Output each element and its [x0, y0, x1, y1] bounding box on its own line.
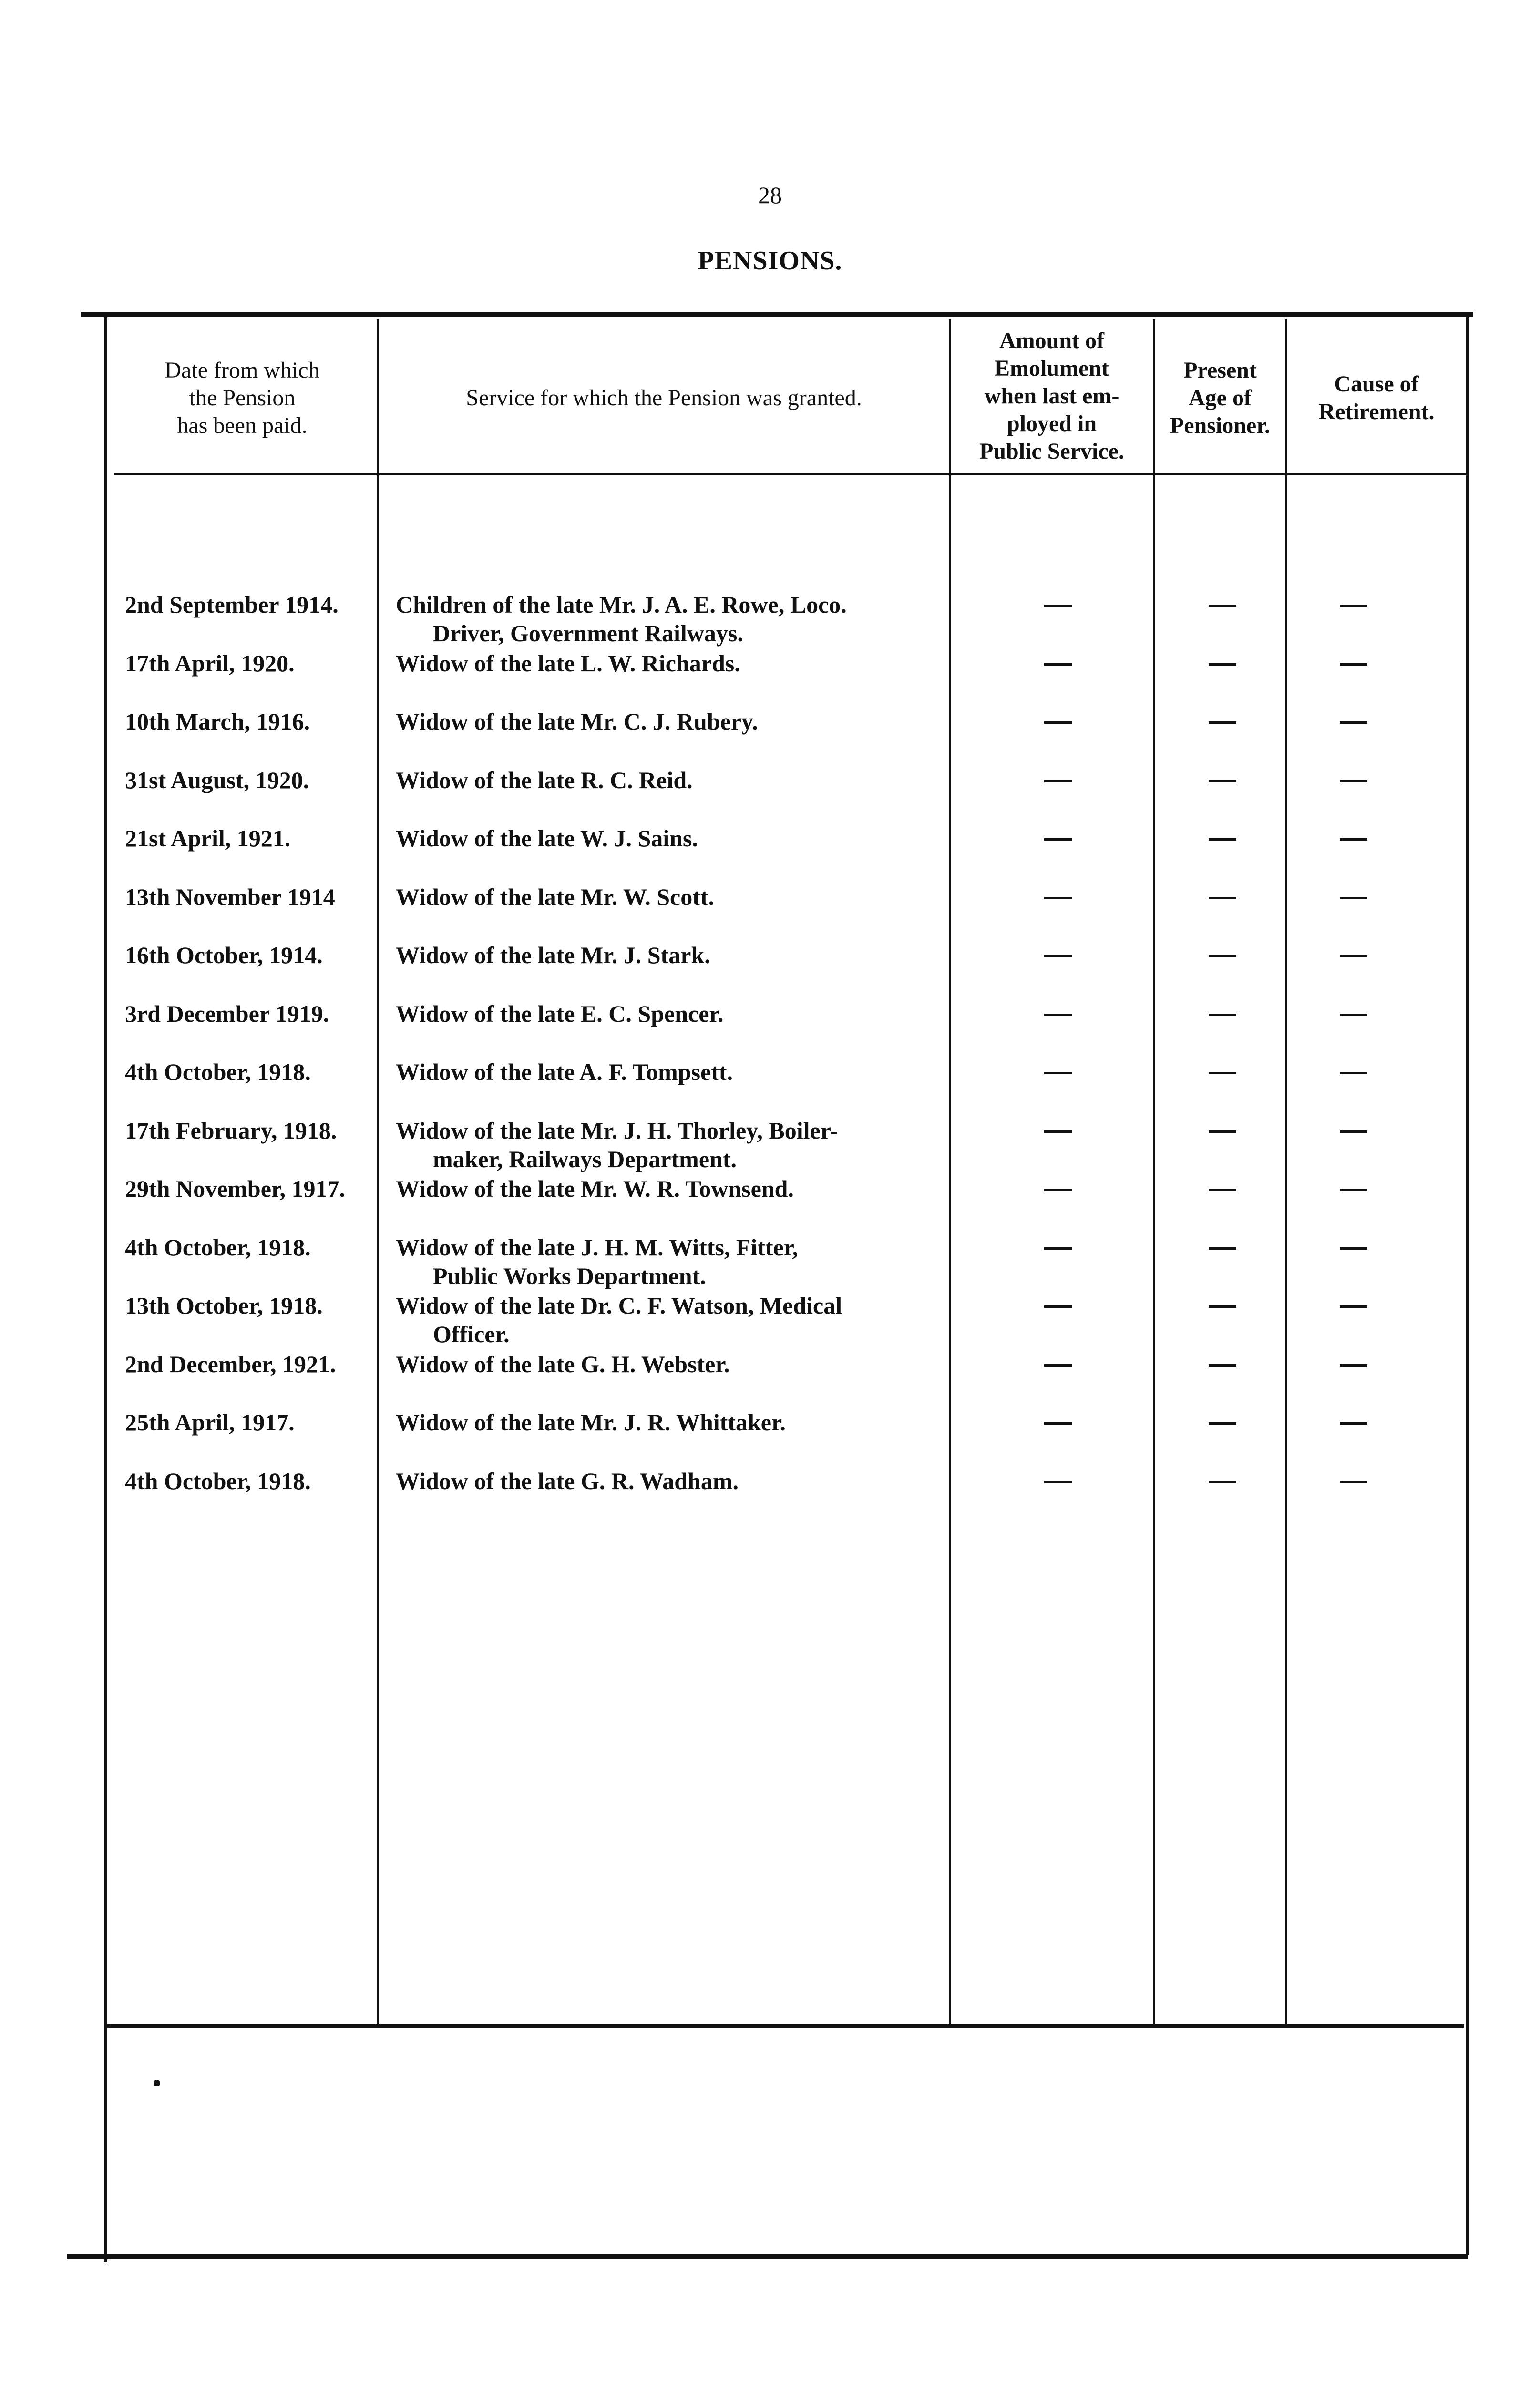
pension-date: 17th April, 1920. [125, 650, 295, 677]
age-dash [1209, 897, 1236, 899]
cause-dash [1340, 1305, 1367, 1308]
pension-service [396, 1116, 954, 1173]
pension-date: 13th November 1914 [125, 884, 335, 910]
cause-dash [1340, 663, 1367, 666]
age-dash [1209, 605, 1236, 607]
service-continuation: Officer. [433, 1321, 510, 1347]
service-line: Widow of the late Mr. J. H. Thorley, Boiler- [396, 1117, 838, 1144]
pension-service [396, 1350, 954, 1378]
age-dash [1209, 1364, 1236, 1367]
emolument-dash [1044, 1072, 1072, 1074]
page-number: 28 [758, 182, 782, 208]
service-line: Widow of the late A. F. Tompsett. [396, 1058, 733, 1085]
service-line: Widow of the late Mr. C. J. Rubery. [396, 708, 758, 735]
service-line: Widow of the late E. C. Spencer. [396, 1000, 724, 1027]
column-rule-4 [1285, 319, 1287, 2025]
cause-dash [1340, 721, 1367, 724]
age-dash [1209, 838, 1236, 841]
pension-date: 3rd December 1919. [125, 1000, 329, 1027]
pension-service [396, 707, 954, 736]
header-cause: Cause of Retirement. [1318, 371, 1435, 424]
emolument-dash [1044, 721, 1072, 724]
cause-dash [1340, 605, 1367, 607]
header-emolument: Amount of Emolument when last em- ployed in Public Service. [979, 328, 1124, 464]
age-dash [1209, 1247, 1236, 1250]
pension-service [396, 766, 954, 794]
cause-dash [1340, 780, 1367, 782]
page-title: PENSIONS. [698, 246, 842, 276]
outer-left-rule [104, 317, 107, 2262]
service-line: Widow of the late R. C. Reid. [396, 767, 693, 793]
bottom-rule [67, 2254, 1468, 2259]
pension-service [396, 999, 954, 1028]
top-rule [81, 312, 1473, 317]
cause-dash [1340, 1422, 1367, 1425]
emolument-dash [1044, 838, 1072, 841]
cause-dash [1340, 897, 1367, 899]
cause-dash [1340, 1072, 1367, 1074]
footer-rule [107, 2024, 1464, 2028]
service-line: Children of the late Mr. J. A. E. Rowe, Loco. [396, 591, 847, 618]
emolument-dash [1044, 1481, 1072, 1483]
pension-service [396, 824, 954, 853]
service-line: Widow of the late G. H. Webster. [396, 1351, 730, 1377]
emolument-dash [1044, 955, 1072, 957]
pension-date: 21st April, 1921. [125, 825, 291, 852]
pension-date: 31st August, 1920. [125, 767, 309, 793]
cause-dash [1340, 1014, 1367, 1016]
cause-dash [1340, 955, 1367, 957]
pension-service [396, 1467, 954, 1495]
emolument-dash [1044, 1014, 1072, 1016]
pension-service [396, 1058, 954, 1086]
service-line: Widow of the late G. R. Wadham. [396, 1468, 739, 1494]
cause-dash [1340, 1247, 1367, 1250]
pension-date: 4th October, 1918. [125, 1468, 311, 1494]
pension-date: 17th February, 1918. [125, 1117, 337, 1144]
emolument-dash [1044, 780, 1072, 782]
service-line: Widow of the late Mr. W. Scott. [396, 884, 715, 910]
age-dash [1209, 1305, 1236, 1308]
header-date: Date from which the Pension has been paid. [164, 358, 320, 438]
pension-date: 4th October, 1918. [125, 1234, 311, 1261]
emolument-dash [1044, 1247, 1072, 1250]
cause-dash [1340, 838, 1367, 841]
emolument-dash [1044, 897, 1072, 899]
emolument-dash [1044, 1422, 1072, 1425]
age-dash [1209, 1072, 1236, 1074]
pension-service [396, 941, 954, 969]
service-line: Widow of the late W. J. Sains. [396, 825, 698, 852]
pension-date: 25th April, 1917. [125, 1409, 295, 1436]
pension-date: 10th March, 1916. [125, 708, 310, 735]
pension-service [396, 1291, 954, 1348]
column-rule-1 [377, 319, 379, 2025]
pension-service [396, 883, 954, 911]
pension-service [396, 1408, 954, 1437]
pension-service [396, 649, 954, 678]
emolument-dash [1044, 605, 1072, 607]
age-dash [1209, 1189, 1236, 1191]
outer-right-rule [1466, 317, 1469, 2255]
age-dash [1209, 1014, 1236, 1016]
service-continuation: maker, Railways Department. [433, 1146, 737, 1172]
age-dash [1209, 1481, 1236, 1483]
stray-mark [154, 2080, 160, 2086]
pension-date: 29th November, 1917. [125, 1175, 346, 1202]
pension-date: 4th October, 1918. [125, 1058, 311, 1085]
cause-dash [1340, 1481, 1367, 1483]
emolument-dash [1044, 1305, 1072, 1308]
pension-service [396, 1233, 954, 1290]
pension-service [396, 1174, 954, 1203]
age-dash [1209, 780, 1236, 782]
age-dash [1209, 1422, 1236, 1425]
service-line: Widow of the late Mr. J. Stark. [396, 942, 710, 968]
column-rule-3 [1153, 319, 1155, 2025]
emolument-dash [1044, 663, 1072, 666]
service-line: Widow of the late Mr. J. R. Whittaker. [396, 1409, 786, 1436]
age-dash [1209, 721, 1236, 724]
age-dash [1209, 663, 1236, 666]
age-dash [1209, 955, 1236, 957]
header-service: Service for which the Pension was granted. [466, 385, 862, 411]
pension-date: 16th October, 1914. [125, 942, 323, 968]
cause-dash [1340, 1130, 1367, 1133]
header-divider-rule [114, 473, 1468, 475]
service-continuation: Driver, Government Railways. [433, 620, 743, 647]
emolument-dash [1044, 1130, 1072, 1133]
emolument-dash [1044, 1189, 1072, 1191]
pension-date: 13th October, 1918. [125, 1292, 323, 1319]
service-line: Widow of the late J. H. M. Witts, Fitter, [396, 1234, 798, 1261]
header-age: Present Age of Pensioner. [1170, 358, 1271, 438]
cause-dash [1340, 1189, 1367, 1191]
pension-date: 2nd December, 1921. [125, 1351, 336, 1377]
emolument-dash [1044, 1364, 1072, 1367]
service-line: Widow of the late L. W. Richards. [396, 650, 740, 677]
service-line: Widow of the late Dr. C. F. Watson, Medical [396, 1292, 842, 1319]
service-continuation: Public Works Department. [433, 1263, 706, 1289]
service-line: Widow of the late Mr. W. R. Townsend. [396, 1175, 794, 1202]
age-dash [1209, 1130, 1236, 1133]
pension-service [396, 590, 954, 647]
cause-dash [1340, 1364, 1367, 1367]
pension-date: 2nd September 1914. [125, 591, 339, 618]
